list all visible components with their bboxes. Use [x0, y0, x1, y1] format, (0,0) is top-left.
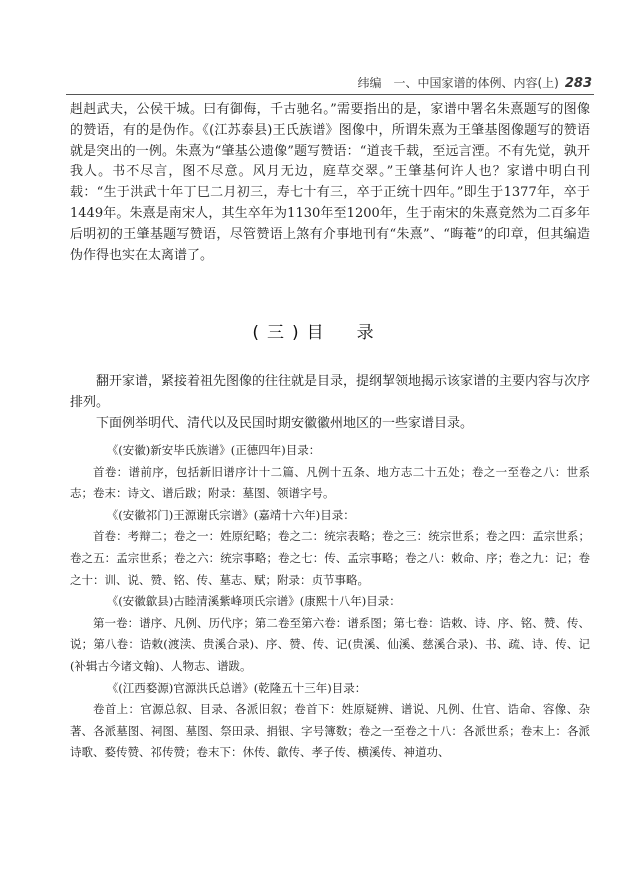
paragraph-2-text: 翻开家谱，紧接着祖先图像的往往就是目录，提纲挈领地揭示该家谱的主要内容与次序排列。 [70, 374, 591, 410]
catalog-entry-1-title: 《(安徽)新安毕氏族谱》(正德四年)目录： [106, 443, 321, 457]
catalog-entry-4-body: 卷首上：官源总叙、目录、各派旧叙；卷首下：姓原疑辨、谱说、凡例、仕官、诰命、容像、杂著、各派墓图、祠图、墓图、祭田录、捐银、字号簿数；卷之一至卷之十八：各派世系；卷末上：各派诗歌、婺传赞、祁传赞；卷末下：休传、歙传、孝子传、横溪传、神道功、 [70, 702, 590, 760]
catalog-entry-3-body: 第一卷：谱序、凡例、历代序；第二卷至第六卷：谱系图；第七卷：诰敕、诗、序、铭、赞、传、说；第八卷：诰敕(渡渎、贵溪合录)、序、赞、传、记(贵溪、仙溪、慈溪合录)、书、疏、诗、传、记(补辑古今诸文翰)、人物志、谱跋。 [70, 615, 590, 673]
running-header [330, 74, 592, 91]
paragraph-1 [70, 100, 590, 266]
paragraph-3-text: 下面例举明代、清代以及民国时期安徽徽州地区的一些家谱目录。 [96, 415, 474, 431]
paragraph-1-text: 赳赳武夫，公侯干城。曰有御侮，千古驰名。”需要指出的是，家谱中署名朱熹题写的图像的赞语，有的是伪作。《(江苏泰县)王氏族谱》图像中，所谓朱熹为王肇基图像题写的赞语就是突出的一例。朱熹为“肇基公遗像”题写赞语：“道丧千载，至远言湮。不有先觉，孰开我人。书不尽言，图不尽意。风月无边，庭草交翠。”王肇基何许人也？家谱中明白刊载：“生于洪武十年丁巳二月初三，寿七十有三，卒于正统十四年。”即生于1377年，卒于1449年。朱熹是南宋人，其生卒年为1130年至1200年，生于南宋的朱熹竟然为二百多年后明初的王肇基题写赞语，尽管赞语上煞有介事地刊有“朱熹”、“晦菴”的印章，但其编造伪作得也实在太离谱了。 [70, 102, 590, 263]
section-title: (三)目 录 [252, 323, 382, 343]
catalog-list [70, 440, 590, 764]
catalog-entry-4-title: 《(江西婺源)官源洪氏总谱》(乾隆五十三年)目录： [106, 680, 367, 695]
chapter-title: 纬编 一、中国家谱的体例、内容(上) [357, 76, 559, 90]
header-rule [66, 94, 594, 95]
catalog-entry-1-body: 首卷：谱前序，包括新旧谱序计十二篇、凡例十五条、地方志二十五处；卷之一至卷之八：世系志；卷末：诗文、谱后跋；附录：墓图、领谱字号。 [70, 464, 590, 501]
page-number: 283 [564, 76, 592, 91]
catalog-entry-3-title: 《(安徽歙县)古睦清溪紫峰项氏宗谱》(康熙十八年)目录： [106, 594, 401, 609]
catalog-entry-2-title: 《(安徽祁门)王源谢氏宗谱》(嘉靖十六年)目录： [106, 507, 355, 522]
catalog-entry-2-body: 首卷：考辩二；卷之一：姓原纪略；卷之二：统宗表略；卷之三：统宗世系；卷之四：孟宗世系；卷之五：孟宗世系；卷之六：统宗事略；卷之七：传、孟宗事略；卷之八：敕命、序；卷之九：记；卷之十：训、说、赞、铭、传、墓志、赋；附录：贞节事略。 [70, 529, 590, 587]
paragraph-2 [70, 372, 590, 434]
